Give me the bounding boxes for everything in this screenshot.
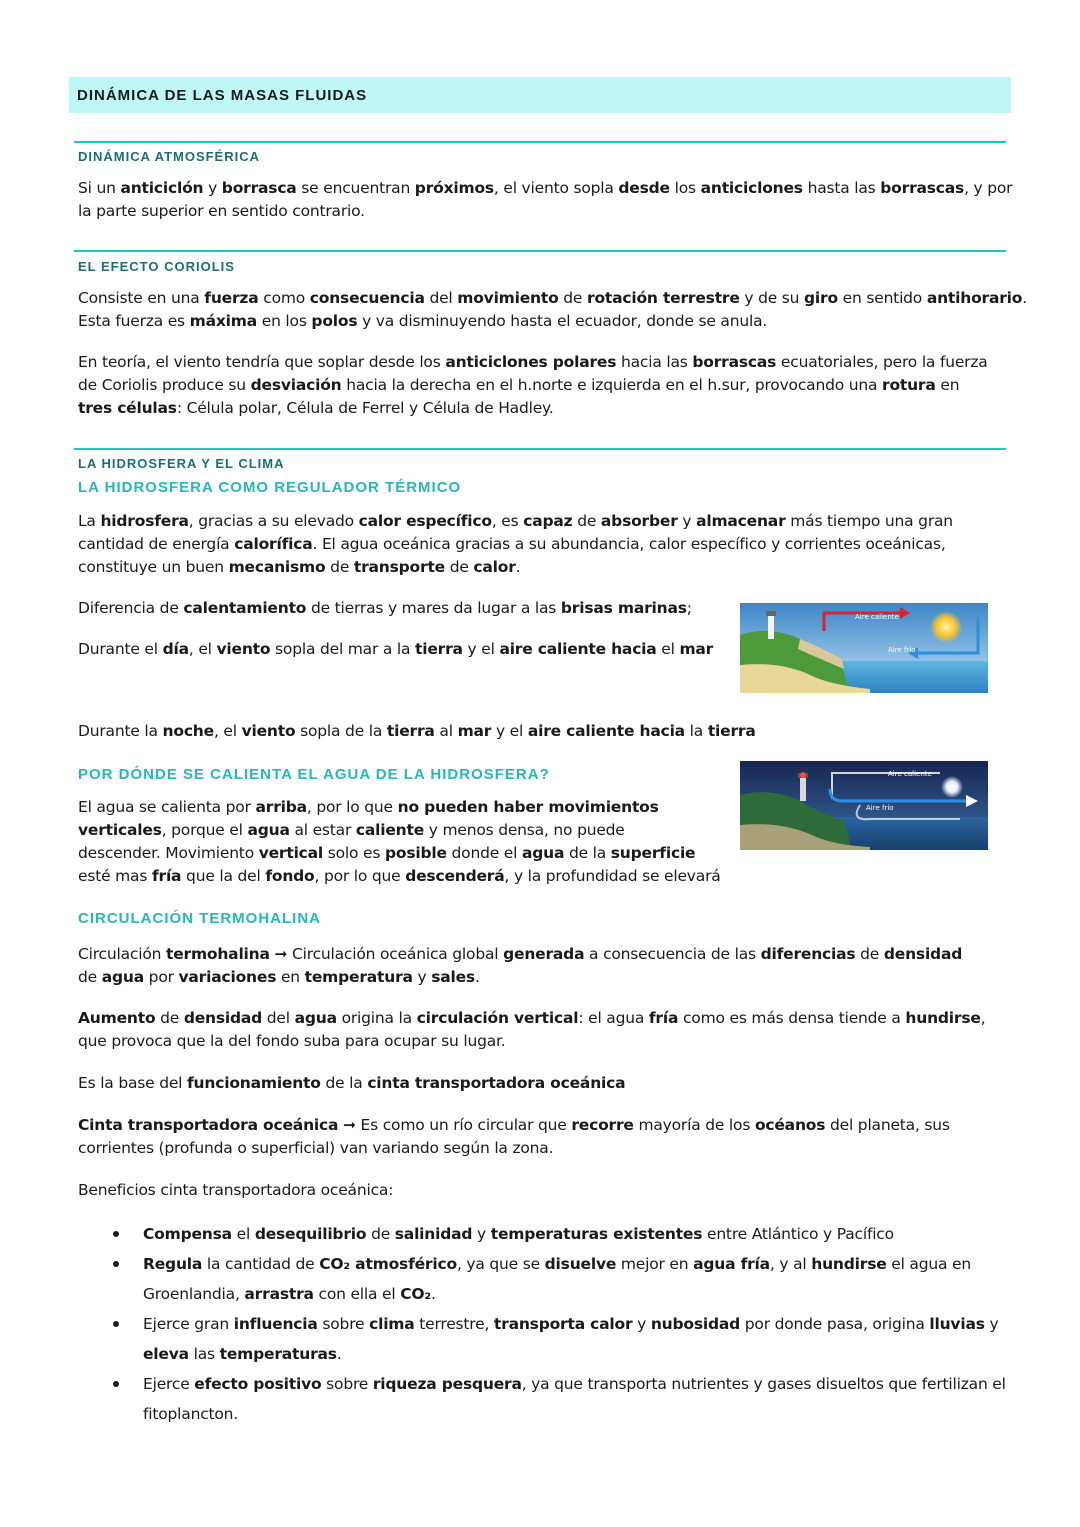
paragraph-cinta: Cinta transportadora oceánica ➞ Es como un río circular que recorre mayoría de los océanos del planeta, sus corrientes (profunda o superficial) van variando según la zona. — [78, 1116, 950, 1157]
bold-term: agua — [101, 968, 144, 986]
sea-breeze-night-diagram — [740, 761, 988, 850]
bold-term: rotura — [882, 376, 936, 394]
heading-dinamica-atmosferica: DINÁMICA ATMOSFÉRICA — [78, 149, 261, 164]
cold-air-label: Aire frío — [866, 804, 894, 812]
warm-air-label: Aire caliente — [855, 613, 899, 621]
paragraph-beneficios: Beneficios cinta transportadora oceánica: — [78, 1181, 394, 1199]
bold-term: transporte — [353, 558, 445, 576]
bold-term: agua — [521, 844, 565, 862]
bold-term: funcionamiento — [187, 1074, 321, 1092]
bullet-icon — [113, 1321, 119, 1327]
bold-term: aire caliente hacia — [499, 640, 657, 658]
bold-term: cinta transportadora oceánica — [367, 1074, 626, 1092]
heading-efecto-coriolis: EL EFECTO CORIOLIS — [78, 259, 235, 274]
bold-term: aire caliente hacia — [527, 722, 685, 740]
bold-term: tierra — [386, 722, 435, 740]
bold-term: océanos — [754, 1116, 826, 1134]
bold-term: densidad — [883, 945, 963, 963]
bold-term: desviación — [250, 376, 342, 394]
bold-term: CO₂ atmosférico — [319, 1255, 457, 1273]
bold-term: máxima — [189, 312, 258, 330]
bold-term: movimiento — [457, 289, 559, 307]
bold-term: capaz — [523, 512, 573, 530]
list-item — [108, 1249, 1008, 1309]
bold-term: anticiclón — [120, 179, 204, 197]
bold-term: superficie — [610, 844, 696, 862]
list-item-text: Ejerce efecto positivo sobre riqueza pesquera, ya que transporta nutrientes y gases disueltos que fertilizan el fitoplancton. — [143, 1375, 1006, 1423]
bold-term: efecto positivo — [194, 1375, 322, 1393]
bold-term: próximos — [414, 179, 494, 197]
bold-term: mecanismo — [228, 558, 326, 576]
section-divider — [74, 448, 1006, 450]
bullet-icon — [113, 1261, 119, 1267]
bold-term: disuelve — [544, 1255, 617, 1273]
heading-regulador-termico: LA HIDROSFERA COMO REGULADOR TÉRMICO — [78, 479, 462, 496]
bullet-icon — [113, 1231, 119, 1237]
list-item — [108, 1309, 1008, 1369]
bold-term: brisas marinas — [560, 599, 687, 617]
bold-term: circulación vertical — [416, 1009, 579, 1027]
cold-air-label: Aire frío — [888, 646, 916, 654]
bold-term: generada — [503, 945, 585, 963]
paragraph-hidrosfera-1: La hidrosfera, gracias a su elevado calor específico, es capaz de absorber y almacenar más tiempo una gran cantidad de energía calorífica. El agua oceánica gracias a su abundancia, calor específico y corrientes oceánicas, constituye un buen mecanismo de transporte de calor. — [78, 512, 953, 576]
bold-term: diferencias — [760, 945, 856, 963]
bold-term: recorre — [571, 1116, 634, 1134]
bold-term: hidrosfera — [100, 512, 189, 530]
bold-term: absorber — [600, 512, 678, 530]
bold-term: temperaturas existentes — [490, 1225, 703, 1243]
bold-term: tierra — [415, 640, 463, 658]
bold-term: anticiclones — [700, 179, 803, 197]
bold-term: borrasca — [221, 179, 297, 197]
bold-term: viento — [241, 722, 296, 740]
list-item-text: Compensa el desequilibrio de salinidad y temperaturas existentes entre Atlántico y Pacífico — [143, 1225, 894, 1243]
bold-term: calorífica — [234, 535, 313, 553]
bold-term: variaciones — [178, 968, 277, 986]
bold-term: clima — [369, 1315, 415, 1333]
bold-term: giro — [804, 289, 838, 307]
bold-term: eleva — [143, 1345, 189, 1363]
paragraph-termohalina-1: Circulación termohalina ➞ Circulación oceánica global generada a consecuencia de las diferencias de densidad de agua por variaciones en temperatura y sales. — [78, 945, 963, 986]
page-title: DINÁMICA DE LAS MASAS FLUIDAS — [69, 77, 1011, 113]
bold-term: fría — [648, 1009, 679, 1027]
bold-term: mar — [457, 722, 492, 740]
bold-term: desequilibrio — [254, 1225, 367, 1243]
paragraph-termohalina-2: Aumento de densidad del agua origina la circulación vertical: el agua fría como es más densa tiende a hundirse, que provoca que la del fondo suba para ocupar su lugar. — [78, 1009, 986, 1050]
bold-term: desde — [618, 179, 670, 197]
heading-por-donde-calienta: POR DÓNDE SE CALIENTA EL AGUA DE LA HIDROSFERA? — [78, 766, 550, 783]
bold-term: agua fría — [693, 1255, 770, 1273]
paragraph-coriolis-1: Consiste en una fuerza como consecuencia del movimiento de rotación terrestre y de su giro en sentido antihorario. Esta fuerza es máxima en los polos y va disminuyendo hasta el ecuador, donde se anula. — [78, 289, 1027, 330]
bold-term: noche — [162, 722, 214, 740]
section-divider — [74, 141, 1006, 143]
bold-term: antihorario — [926, 289, 1023, 307]
bold-term: anticiclones polares — [445, 353, 617, 371]
bold-term: calor específico — [358, 512, 492, 530]
sea-breeze-day-diagram — [740, 603, 988, 693]
bold-term: Compensa — [143, 1225, 232, 1243]
list-item-text: Regula la cantidad de CO₂ atmosférico, ya que se disuelve mejor en agua fría, y al hundirse el agua en Groenlandia, arrastra con ella el CO₂. — [143, 1255, 971, 1303]
bold-term: temperaturas — [219, 1345, 337, 1363]
bold-term: polos — [311, 312, 358, 330]
bold-term: verticales — [78, 821, 162, 839]
section-divider — [74, 250, 1006, 252]
bold-term: CO₂ — [400, 1285, 431, 1303]
bold-term: calor — [473, 558, 516, 576]
list-item-text: Ejerce gran influencia sobre clima terrestre, transporta calor y nubosidad por donde pasa, origina lluvias y eleva las temperaturas. — [143, 1315, 999, 1363]
paragraph-termohalina-3: Es la base del funcionamiento de la cinta transportadora oceánica — [78, 1074, 626, 1092]
bold-term: agua — [247, 821, 290, 839]
bold-term: rotación terrestre — [587, 289, 740, 307]
list-item — [108, 1369, 1008, 1429]
heading-hidrosfera-clima: LA HIDROSFERA Y EL CLIMA — [78, 456, 285, 471]
bold-term: día — [162, 640, 189, 658]
bold-term: descenderá — [405, 867, 505, 885]
paragraph-coriolis-2: En teoría, el viento tendría que soplar desde los anticiclones polares hacia las borrascas ecuatoriales, pero la fuerza de Coriolis produce su desviación hacia la derecha en el h.norte e izquierda en el h.sur, provocando una rotura en tres células: Célula polar, Célula de Ferrel y Célula de Hadley. — [78, 353, 988, 417]
bold-term: hundirse — [905, 1009, 981, 1027]
paragraph-brisas: Diferencia de calentamiento de tierras y mares da lugar a las brisas marinas; — [78, 599, 692, 617]
bold-term: Aumento — [78, 1009, 156, 1027]
bold-term: transporta calor — [493, 1315, 633, 1333]
bold-term: arrastra — [244, 1285, 314, 1303]
warm-air-label: Aire caliente — [888, 770, 932, 778]
bold-term: borrascas — [692, 353, 777, 371]
bold-term: nubosidad — [650, 1315, 741, 1333]
bold-term: temperatura — [304, 968, 413, 986]
bold-term: sales — [431, 968, 475, 986]
bold-term: hundirse — [811, 1255, 887, 1273]
list-item — [108, 1219, 1008, 1249]
bold-term: no pueden haber movimientos — [397, 798, 659, 816]
paragraph-noche: Durante la noche, el viento sopla de la tierra al mar y el aire caliente hacia la tierra — [78, 722, 756, 740]
bold-term: arriba — [255, 798, 307, 816]
bold-term: fondo — [265, 867, 315, 885]
bold-term: mar — [679, 640, 714, 658]
bold-term: densidad — [183, 1009, 263, 1027]
bold-term: salinidad — [394, 1225, 473, 1243]
heading-circulacion-termohalina: CIRCULACIÓN TERMOHALINA — [78, 910, 321, 927]
bold-term: Cinta transportadora oceánica — [78, 1116, 339, 1134]
bold-term: lluvias — [929, 1315, 985, 1333]
bold-term: viento — [216, 640, 271, 658]
bullet-icon — [113, 1381, 119, 1387]
bold-term: fuerza — [204, 289, 259, 307]
bold-term: tierra — [707, 722, 756, 740]
bold-term: consecuencia — [309, 289, 425, 307]
bold-term: caliente — [355, 821, 425, 839]
bold-term: vertical — [258, 844, 324, 862]
bold-term: tres células — [78, 399, 177, 417]
bold-term: borrascas — [880, 179, 965, 197]
bold-term: riqueza pesquera — [372, 1375, 522, 1393]
bold-term: termohalina — [165, 945, 270, 963]
bold-term: posible — [385, 844, 447, 862]
bold-term: Regula — [143, 1255, 203, 1273]
bold-term: almacenar — [696, 512, 786, 530]
benefits-list — [108, 1219, 1008, 1429]
bold-term: influencia — [233, 1315, 318, 1333]
bold-term: fría — [151, 867, 182, 885]
bold-term: agua — [294, 1009, 337, 1027]
bold-term: calentamiento — [183, 599, 307, 617]
paragraph-calienta: El agua se calienta por arriba, por lo que no pueden haber movimientos verticales, porque el agua al estar caliente y menos densa, no puede descender. Movimiento vertical solo es posible donde el agua de la superficie esté mas fría que la del fondo, por lo que descenderá, y la profundidad se elevará — [78, 798, 721, 885]
paragraph-dia: Durante el día, el viento sopla del mar a la tierra y el aire caliente hacia el mar — [78, 640, 714, 658]
paragraph-atmosferica: Si un anticiclón y borrasca se encuentran próximos, el viento sopla desde los anticiclones hasta las borrascas, y por la parte superior en sentido contrario. — [78, 179, 1013, 220]
